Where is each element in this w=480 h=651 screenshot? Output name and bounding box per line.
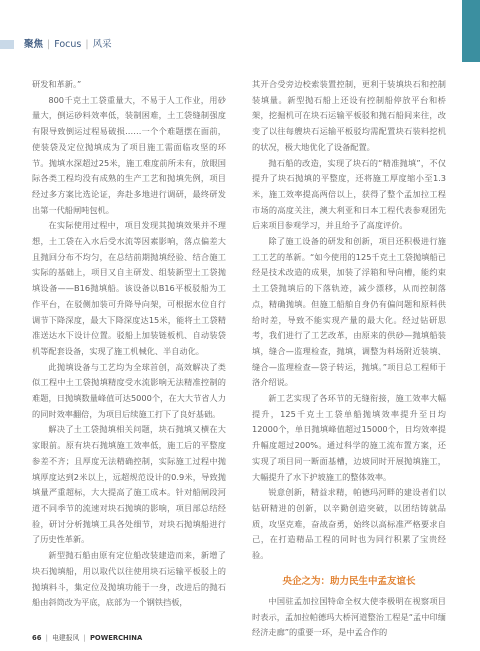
- paragraph: 其开合受旁边校索装置控制，更利于装填块石和控制装填量。新型抛石船上还设有控制船停放平台和桥架，挖掘机可在块石运输平板驳和抛石船间来往，改变了以往每艘块石运输平板驳均需配置块石装料挖机的状况，极大地优化了设备配置。: [252, 79, 446, 152]
- page-number: 66: [32, 634, 42, 642]
- section-separator: |: [47, 39, 51, 50]
- paragraph: 此抛填设备与工艺均为全球首创，高效解决了类似工程中土工袋抛填精度受水流影响无法精准控制的难题，日抛填数量峰值可达5000个，在大大节省人力的同时效率翻倍，为项目后续施工打下了良好基础。: [32, 361, 226, 419]
- section-label-cn: 聚焦: [24, 39, 44, 50]
- section-label-cn-2: 风采: [92, 39, 112, 50]
- section-subheading: 央企之为：助力民生中孟友谊长: [282, 575, 416, 587]
- paragraph: 锐意创新，精益求精，帕德玛河畔的建设者们以钻研精进的创新，以辛勤创造突破，以团结铸就品质，攻坚克难，奋战奋勇，始终以高标准严格要求自己，在打造精品工程的同时也为同行积累了宝贵经验。: [252, 487, 446, 561]
- paragraph: 新工艺实现了各环节的无缝衔接，施工效率大幅提升，125千克土工袋单船抛填效率提升至日均12000个，单日抛填峰值超过15000个，日均效率提升幅度超过200%。通过科学的施工流布置方案，还实现了项目同一断面基槽，边坡同时开展抛填施工，大幅提升了水下护坡施工的整体效率。: [252, 393, 446, 482]
- section-title: [24, 38, 112, 52]
- magazine-name-en: POWERCHINA: [89, 634, 143, 642]
- magazine-name-cn: 电建报风: [52, 634, 80, 642]
- footer-separator: |: [45, 634, 48, 642]
- paragraph: 研发和革新。”: [32, 79, 82, 89]
- footer-separator-2: |: [83, 634, 86, 642]
- corner-tab: [462, 0, 480, 62]
- paragraph: 中国驻孟加拉国特命全权大使李极明在视察项目时表示，孟加拉帕德玛大桥河道整治工程是“孟中印缅经济走廊”的重要一环，是中孟合作的: [252, 595, 446, 638]
- right-column: [252, 77, 446, 641]
- page-footer: [32, 632, 142, 642]
- paragraph: 除了施工设备的研发和创新，项目还积极进行施工工艺的革新。“如今使用的125千克土工袋抛填船已经是技术改造的成果，加装了浮箱和导向槽，能约束土工袋抛填后的下落轨迹，减少漂移，从而控制落点，精确抛填。但施工船舶自身仍有偏问题和原料供给时差，导致不能实现产量的最大化。经过钻研思考，我们进行了工艺改革，由原来的供砂—抛填船装填，缝合—监理检查，抛填，调整为料场附近装填、缝合—监理检查—袋子转运，抛填。”项目总工程师于洛介绍说。: [252, 236, 446, 388]
- header-accent-bar: [0, 40, 14, 49]
- paragraph: 800千克土工袋重量大，不易于人工作业，用砂量大，倒运砂料效率低，装制困难，土工袋缝制强度有限导致倒运过程易破损……一个个难题摆在面前，使装袋及定位抛填成为了项目施工需面临攻坚的环节。抛填水深超过25米，施工难度前所未有，放眼国际各类工程均没有成熟的生产工艺和抛填先例，项目经过多方案比选论证，奔赴多地进行调研，最终研发出第一代船闸吨包机。: [32, 94, 226, 215]
- paragraph: 新型抛石船由原有定位船改装建造而来，新增了块石抛填船，用以取代以往使用块石运输平板驳上的抛填料斗，集定位及抛填功能于一身，改进后的抛石船由斜筒改为平底，底部为一个钢铁挡板，: [32, 550, 226, 608]
- left-column: [32, 77, 226, 611]
- section-label-en: Focus: [54, 39, 82, 50]
- paragraph: 在实际使用过程中，项目发现其抛填效果并不理想，土工袋在入水后受水流等因素影响，落点偏差大且抛回分布不均匀，在总结前期抛填经验、结合施工实际的基础上，项目又自主研发、组装新型土工袋抛填设备——B16抛填船。该设备以B16平板驳船为工作平台，在驳侧加装可升降导向架，可根据水位自行调节下降深度，最大下降深度达15米，能将土工袋精准送达水下设计位置。驳船上加装链板机、自动装袋机等配套设备，实现了施工机械化、半自动化。: [32, 220, 226, 356]
- paragraph: 解决了土工袋抛填相关问题，块石抛填又横在大家眼前。原有块石抛填施工效率低，施工后的平整度参差不齐；且厚度无法精确控制，实际施工过程中抛填厚度达到2米以上，远超规范设计的0.9米，导致抛填量严重超标，大大提高了施工成本。针对船闸段河道不同季节的流速对块石抛填的影响，项目部总结经验，研讨分析抛填工具各处细节，对块石抛填船进行了历史性革新。: [32, 424, 226, 545]
- section-separator-2: |: [85, 39, 89, 50]
- paragraph: 抛石船的改造，实现了块石的“精准抛填”，不仅提升了块石抛填的平整度，还将施工厚度缩小至1.3米，施工效率提高两倍以上，获得了整个孟加拉工程市场的高度关注，澳大利亚和日本工程代表参观团先后来项目参观学习，并且给予了高度评价。: [252, 157, 446, 231]
